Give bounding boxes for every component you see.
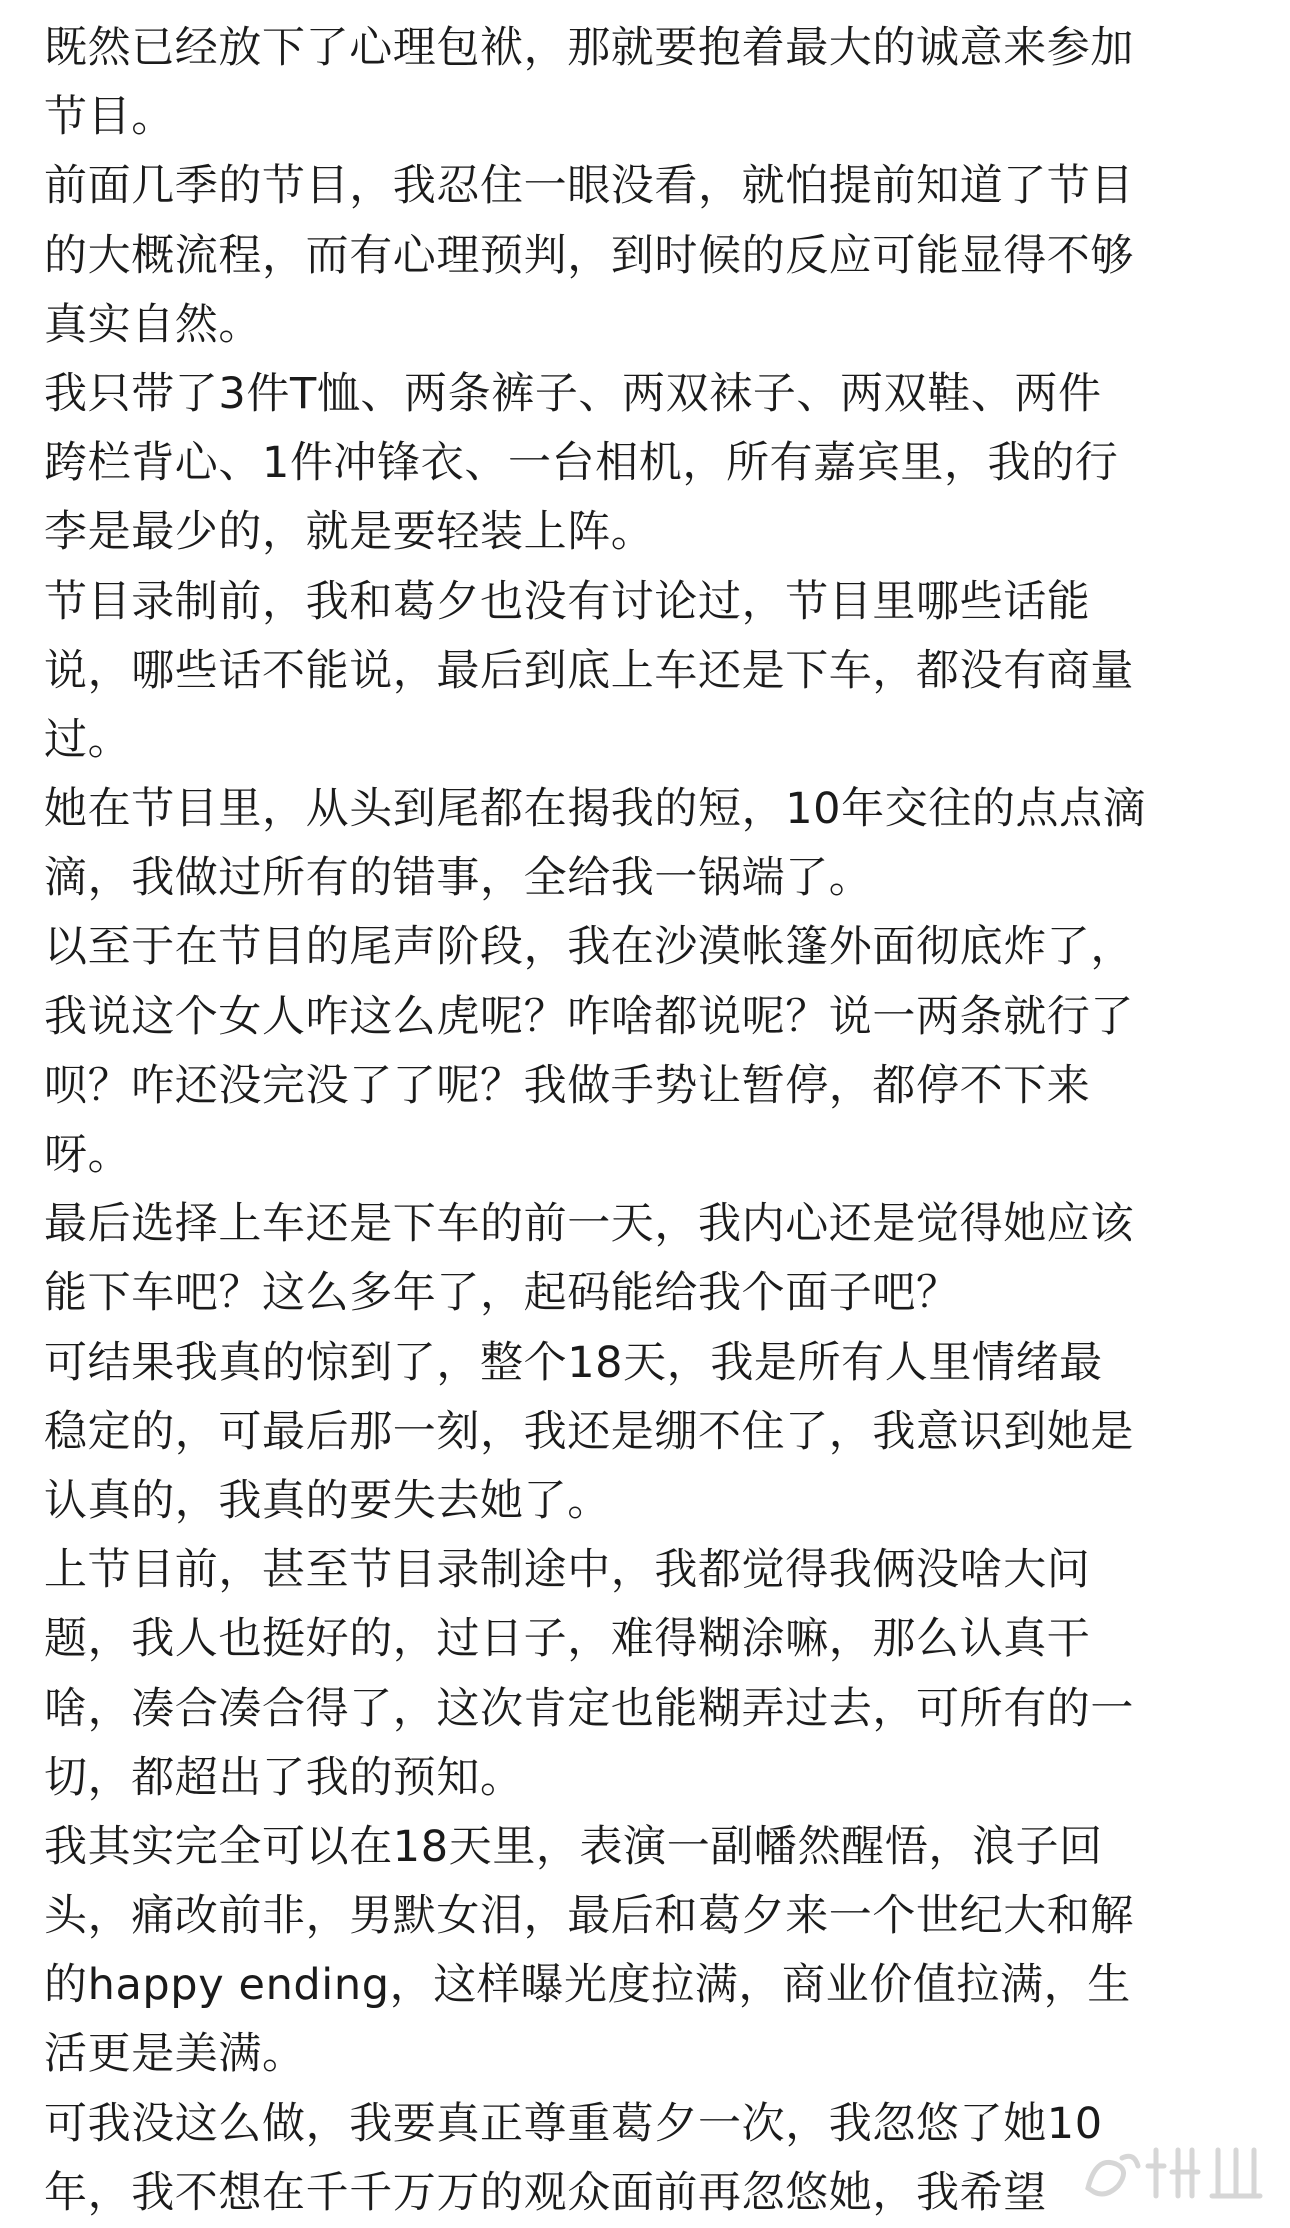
weibo-watermark-icon <box>1078 2136 1274 2208</box>
text-line: 的大概流程，而有心理预判，到时候的反应可能显得不够 <box>44 230 1134 281</box>
text-line: 可结果我真的惊到了，整个18天，我是所有人里情绪最 <box>44 1337 1103 1388</box>
text-line: 李是最少的，就是要轻装上阵。 <box>44 507 655 558</box>
text-line: 头，痛改前非，男默女泪，最后和葛夕来一个世纪大和解 <box>44 1891 1134 1942</box>
text-line: 的happy ending，这样曝光度拉满，商业价值拉满，生 <box>44 1960 1131 2011</box>
text-line: 节目。 <box>44 92 175 143</box>
text-line: 啥，凑合凑合得了，这次肯定也能糊弄过去，可所有的一 <box>44 1683 1134 1734</box>
text-line: 真实自然。 <box>44 299 262 350</box>
text-line: 节目录制前，我和葛夕也没有讨论过，节目里哪些话能 <box>44 576 1091 627</box>
text-line: 活更是美满。 <box>44 2029 306 2080</box>
document-text <box>44 14 1254 2228</box>
text-line: 既然已经放下了心理包袱，那就要抱着最大的诚意来参加 <box>44 23 1134 73</box>
text-line: 上节目前，甚至节目录制途中，我都觉得我俩没啥大问 <box>44 1545 1091 1596</box>
text-line: 呗？咋还没完没了了呢？我做手势让暂停，都停不下来 <box>44 1060 1091 1111</box>
text-line: 可我没这么做，我要真正尊重葛夕一次，我忽悠了她10 <box>44 2098 1103 2149</box>
text-line: 说，哪些话不能说，最后到底上车还是下车，都没有商量 <box>44 645 1134 696</box>
text-line: 我其实完全可以在18天里，表演一副幡然醒悟，浪子回 <box>44 1821 1103 1872</box>
text-line: 年，我不想在千千万万的观众面前再忽悠她，我希望 <box>44 2167 1047 2218</box>
text-line: 呀。 <box>44 1130 132 1180</box>
text-line: 能下车吧？这么多年了，起码能给我个面子吧？ <box>44 1268 960 1319</box>
text-line: 最后选择上车还是下车的前一天，我内心还是觉得她应该 <box>44 1199 1134 1250</box>
text-line: 跨栏背心、1件冲锋衣、一台相机，所有嘉宾里，我的行 <box>44 438 1119 489</box>
text-line: 稳定的，可最后那一刻，我还是绷不住了，我意识到她是 <box>44 1406 1134 1457</box>
text-line: 我说这个女人咋这么虎呢？咋啥都说呢？说一两条就行了 <box>44 991 1134 1042</box>
text-line: 题，我人也挺好的，过日子，难得糊涂嘛，那么认真干 <box>44 1614 1091 1665</box>
text-line: 过。 <box>44 714 132 765</box>
text-line: 以至于在节目的尾声阶段，我在沙漠帐篷外面彻底炸了， <box>44 922 1134 973</box>
text-line: 前面几季的节目，我忍住一眼没看，就怕提前知道了节目 <box>44 161 1134 212</box>
text-line: 认真的，我真的要失去她了。 <box>44 1475 611 1526</box>
text-line: 我只带了3件T恤、两条裤子、两双袜子、两双鞋、两件 <box>44 368 1102 419</box>
text-line: 她在节目里，从头到尾都在揭我的短，10年交往的点点滴 <box>44 784 1147 835</box>
text-line: 滴，我做过所有的错事，全给我一锅端了。 <box>44 853 873 904</box>
text-line: 切，都超出了我的预知。 <box>44 1752 524 1803</box>
